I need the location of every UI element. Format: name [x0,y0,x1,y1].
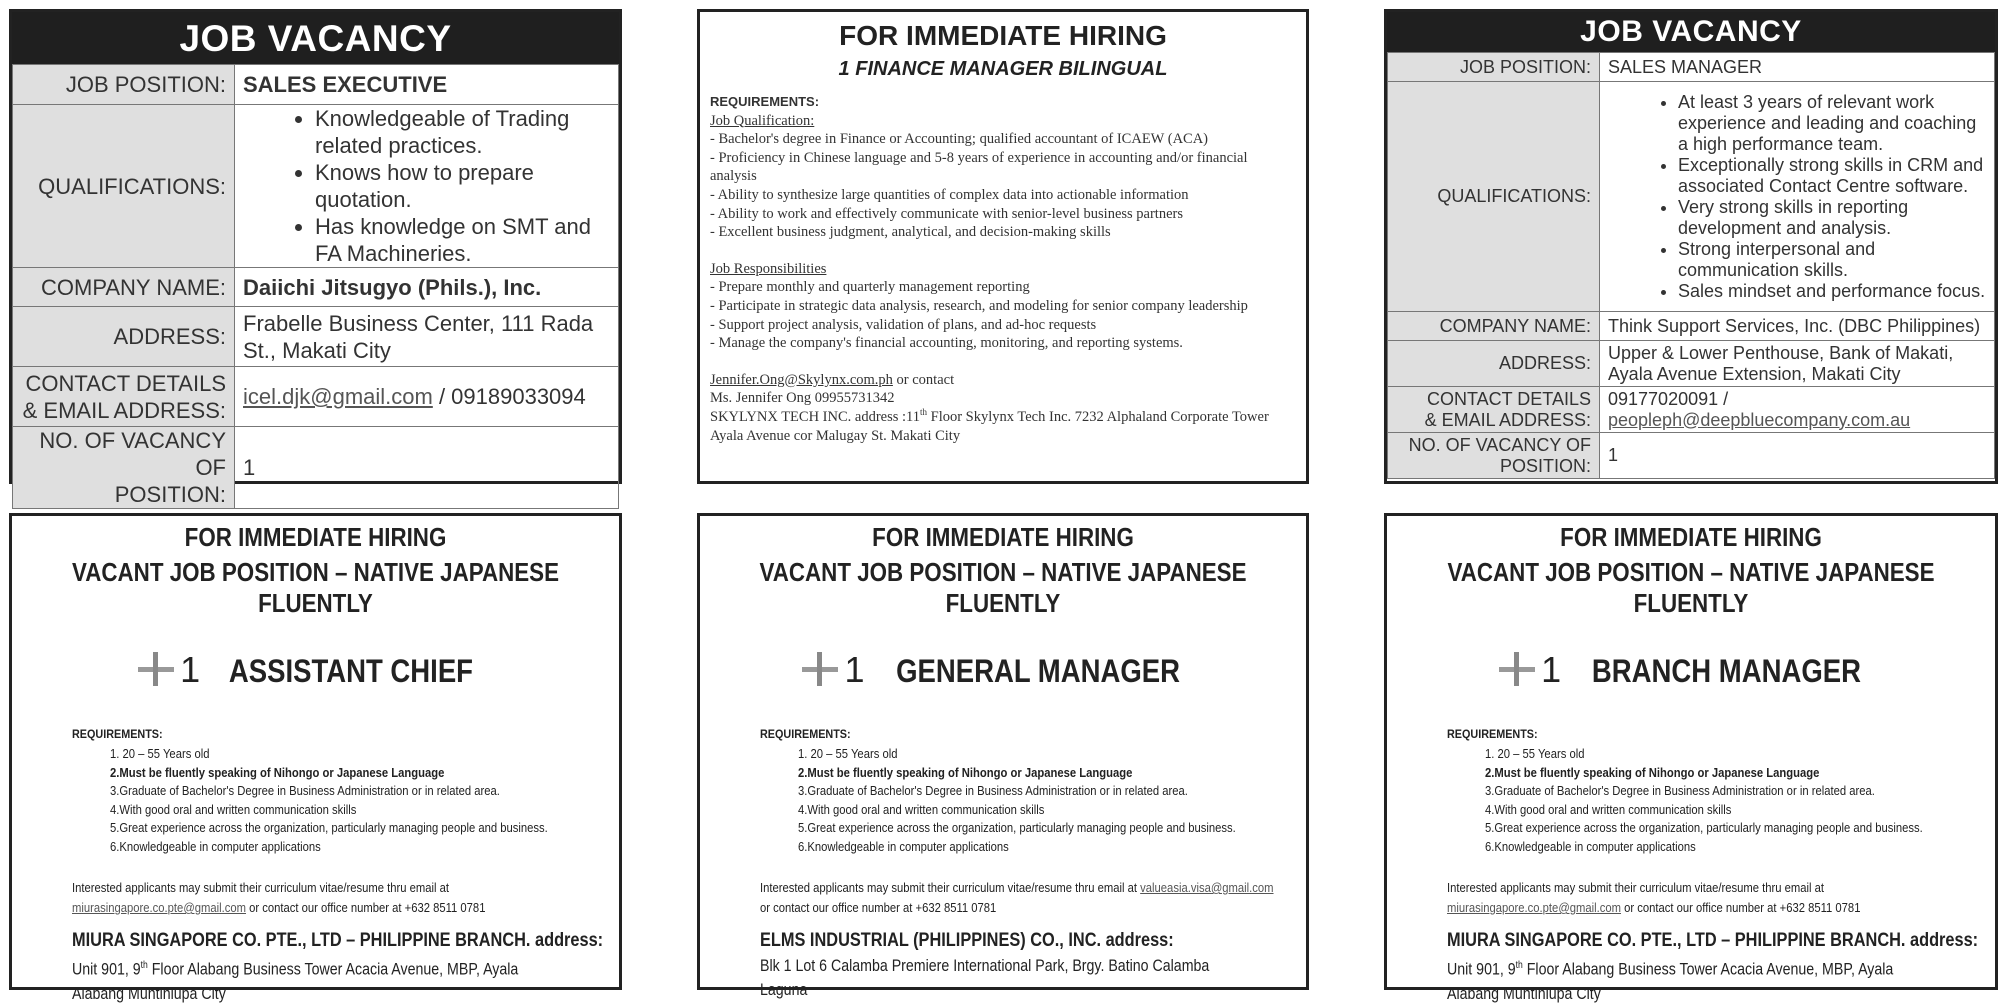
company-value: Think Support Services, Inc. (DBC Philippines) [1600,312,1995,341]
list-item: - Support project analysis, validation of plans, and ad-hoc requests [710,316,1097,333]
contact-label: CONTACT DETAILS & EMAIL ADDRESS: [1388,387,1600,433]
qualifications-list [1608,92,1986,302]
company-name: MIURA SINGAPORE CO. PTE., LTD – PHILIPPINE BRANCH. address: [1447,930,1979,951]
responsibility-heading: Job Responsibilities [710,260,827,277]
ad-subheading: 1 FINANCE MANAGER BILINGUAL [838,58,1168,80]
requirements-label: REQUIREMENTS: [1447,727,1538,741]
vacancy-table [1387,52,1995,479]
address-label: ADDRESS: [13,307,235,367]
list-item: 1. 20 – 55 Years old [1485,747,1585,761]
list-item: - Ability to synthesize large quantities of complex data into actionable information [710,186,1189,203]
vacancy-label: NO. OF VACANCY OF POSITION: [1388,433,1600,479]
ad-heading: FOR IMMEDIATE HIRING [184,522,447,552]
list-item: 5.Great experience across the organization, particularly managing people and business. [1485,821,1923,835]
ad-subheading: VACANT JOB POSITION – NATIVE JAPANESE FLUENTLY [759,557,1247,618]
list-item: 2.Must be fluently speaking of Nihongo or Japanese Language [1485,765,1820,780]
vacancy-label: NO. OF VACANCY OF POSITION: [13,427,235,509]
list-item: 6.Knowledgeable in computer applications [110,839,321,854]
plus-icon [802,652,838,686]
position-value: SALES EXECUTIVE [235,65,619,105]
company-name: MIURA SINGAPORE CO. PTE., LTD – PHILIPPINE BRANCH. address: [72,930,604,951]
company-address: SKYLYNX TECH INC. address :11th Floor Skylynx Tech Inc. 7232 Alphaland Corporate Tower Ayala Avenue cor Malugay St. Makati City [710,407,1269,444]
list-item: - Excellent business judgment, analytical, and decision-making skills [710,224,1111,241]
list-item: 4.With good oral and written communication skills [798,802,1045,817]
qualifications-value [1600,82,1995,312]
list-item: 6.Knowledgeable in computer applications [1485,839,1696,854]
requirements-list [1485,745,1944,856]
email-link[interactable]: miurasingapore.co.pte@gmail.com [1447,901,1622,915]
list-item: 2.Must be fluently speaking of Nihongo or Japanese Language [798,765,1133,780]
ad-body [700,93,1306,445]
qualifications-value [235,105,619,268]
position-title: 1 ASSISTANT CHIEF [12,649,619,691]
company-address: Blk 1 Lot 6 Calamba Premiere International Park, Brgy. Batino Calamba Laguna [760,957,1210,999]
ad-subheading: VACANT JOB POSITION – NATIVE JAPANESE FLUENTLY [71,557,560,618]
list-item: 1. 20 – 55 Years old [798,747,898,761]
position-label: JOB POSITION: [1388,53,1600,82]
phone-text: / 09189033094 [432,384,586,409]
list-item: • Has knowledge on SMT and FA Machineries. [315,213,610,267]
company-address: Unit 901, 9th Floor Alabang Business Tower Acacia Avenue, MBP, Ayala Alabang Muntinlupa City [1447,960,1894,1003]
panel-title: JOB VACANCY [12,12,619,64]
list-item: • At least 3 years of relevant work experience and leading and coaching a high performance team. [1678,92,1986,155]
list-item: - Participate in strategic data analysis, research, and modeling for senior company leadership [710,297,1248,314]
list-item: 2.Must be fluently speaking of Nihongo or Japanese Language [110,765,445,780]
list-item: • Knows how to prepare quotation. [315,159,610,213]
job-vacancy-sales-manager [1384,9,1998,484]
list-item: • Sales mindset and performance focus. [1678,281,1986,302]
list-item: 3.Graduate of Bachelor's Degree in Business Administration or in related area. [1485,784,1875,798]
application-instructions: Interested applicants may submit their curriculum vitae/resume thru email at miurasingapore.co.pte@gmail.com or contact our office number at +632 8511 0781 [72,881,486,915]
requirements-label: REQUIREMENTS: [72,727,163,741]
email-link[interactable]: valueasia.visa@gmail.com [1140,881,1274,895]
position-label: JOB POSITION: [13,65,235,105]
company-label: COMPANY NAME: [13,268,235,307]
job-vacancy-sales-executive [9,9,622,507]
ad-heading: FOR IMMEDIATE HIRING [1560,522,1822,552]
list-item: - Proficiency in Chinese language and 5-8 years of experience in accounting and/or financial analysis [710,149,1248,185]
list-item: - Bachelor's degree in Finance or Accounting; qualified accountant of ICAEW (ACA) [710,131,1209,148]
requirements-label: REQUIREMENTS: [710,94,820,109]
list-item: 3.Graduate of Bachelor's Degree in Business Administration or in related area. [798,784,1188,798]
list-item: • Knowledgeable of Trading related practices. [315,105,610,159]
qualifications-label: QUALIFICATIONS: [1388,82,1600,312]
finance-manager-ad [697,9,1309,484]
position-value: SALES MANAGER [1600,53,1995,82]
contact-value [235,367,619,427]
list-item: - Prepare monthly and quarterly management reporting [710,279,1030,296]
address-value: Frabelle Business Center, 111 Rada St., Makati City [235,307,619,367]
plus-icon [138,652,174,686]
email-line: Jennifer.Ong@Skylynx.com.ph or contact [710,371,955,388]
contact-label: CONTACT DETAILS & EMAIL ADDRESS: [13,367,235,427]
list-item: 5.Great experience across the organization, particularly managing people and business. [110,821,548,835]
address-label: ADDRESS: [1388,341,1600,387]
qualifications-list [243,105,610,267]
list-item: • Exceptionally strong skills in CRM and associated Contact Centre software. [1678,155,1986,197]
ad-subheading: VACANT JOB POSITION – NATIVE JAPANESE FLUENTLY [1447,557,1935,618]
position-title: 1 BRANCH MANAGER [1387,649,1995,691]
list-item: 1. 20 – 55 Years old [110,747,210,761]
contact-person: Ms. Jennifer Ong 09955731342 [710,390,895,407]
requirements-list [798,745,1255,856]
email-link[interactable]: peopleph@deepbluecompany.com.au [1608,409,1911,430]
list-item: • Strong interpersonal and communication skills. [1678,239,1986,281]
email-link[interactable]: Jennifer.Ong@Skylynx.com.ph [710,371,893,388]
list-item: - Ability to work and effectively communicate with senior-level business partners [710,205,1183,222]
list-item: 6.Knowledgeable in computer applications [798,839,1009,854]
list-item: 5.Great experience across the organization, particularly managing people and business. [798,821,1236,835]
company-label: COMPANY NAME: [1388,312,1600,341]
requirements-list [110,745,568,856]
email-link[interactable]: icel.djk@gmail.com [243,384,433,409]
plus-icon [1499,652,1535,686]
ad-heading: FOR IMMEDIATE HIRING [872,522,1134,552]
list-item: 3.Graduate of Bachelor's Degree in Business Administration or in related area. [110,784,500,798]
qualification-heading: Job Qualification: [710,112,815,129]
requirements-label: REQUIREMENTS: [760,727,851,741]
vacancy-table [12,64,619,509]
qualifications-label: QUALIFICATIONS: [13,105,235,268]
address-value: Upper & Lower Penthouse, Bank of Makati, Ayala Avenue Extension, Makati City [1600,341,1995,387]
contact-value [1600,387,1995,433]
phone-text: 09177020091 / [1608,388,1729,409]
list-item: 4.With good oral and written communication skills [1485,802,1732,817]
email-link[interactable]: miurasingapore.co.pte@gmail.com [72,901,247,915]
ad-heading: FOR IMMEDIATE HIRING [839,20,1167,51]
branch-manager-ad [1384,513,1998,1003]
position-title: 1 GENERAL MANAGER [700,649,1306,691]
company-value: Daiichi Jitsugyo (Phils.), Inc. [235,268,619,307]
company-address: Unit 901, 9th Floor Alabang Business Tower Acacia Avenue, MBP, Ayala Alabang Muntinlupa City [72,960,519,1003]
vacancy-value: 1 [1600,433,1995,479]
assistant-chief-ad [9,513,622,1003]
company-name: ELMS INDUSTRIAL (PHILIPPINES) CO., INC. address: [760,930,1174,951]
application-instructions: Interested applicants may submit their curriculum vitae/resume thru email at miurasingapore.co.pte@gmail.com or contact our office number at +632 8511 0781 [1447,881,1861,915]
list-item: 4.With good oral and written communication skills [110,802,357,817]
panel-title: JOB VACANCY [1387,12,1995,52]
list-item: - Manage the company's financial accounting, monitoring, and reporting systems. [710,335,1183,352]
general-manager-ad [697,513,1309,999]
application-instructions: Interested applicants may submit their curriculum vitae/resume thru email at valueasia.visa@gmail.com or contact our office number at +632 8511 0781 [760,881,1274,915]
vacancy-value: 1 [235,427,619,509]
list-item: • Very strong skills in reporting development and analysis. [1678,197,1986,239]
